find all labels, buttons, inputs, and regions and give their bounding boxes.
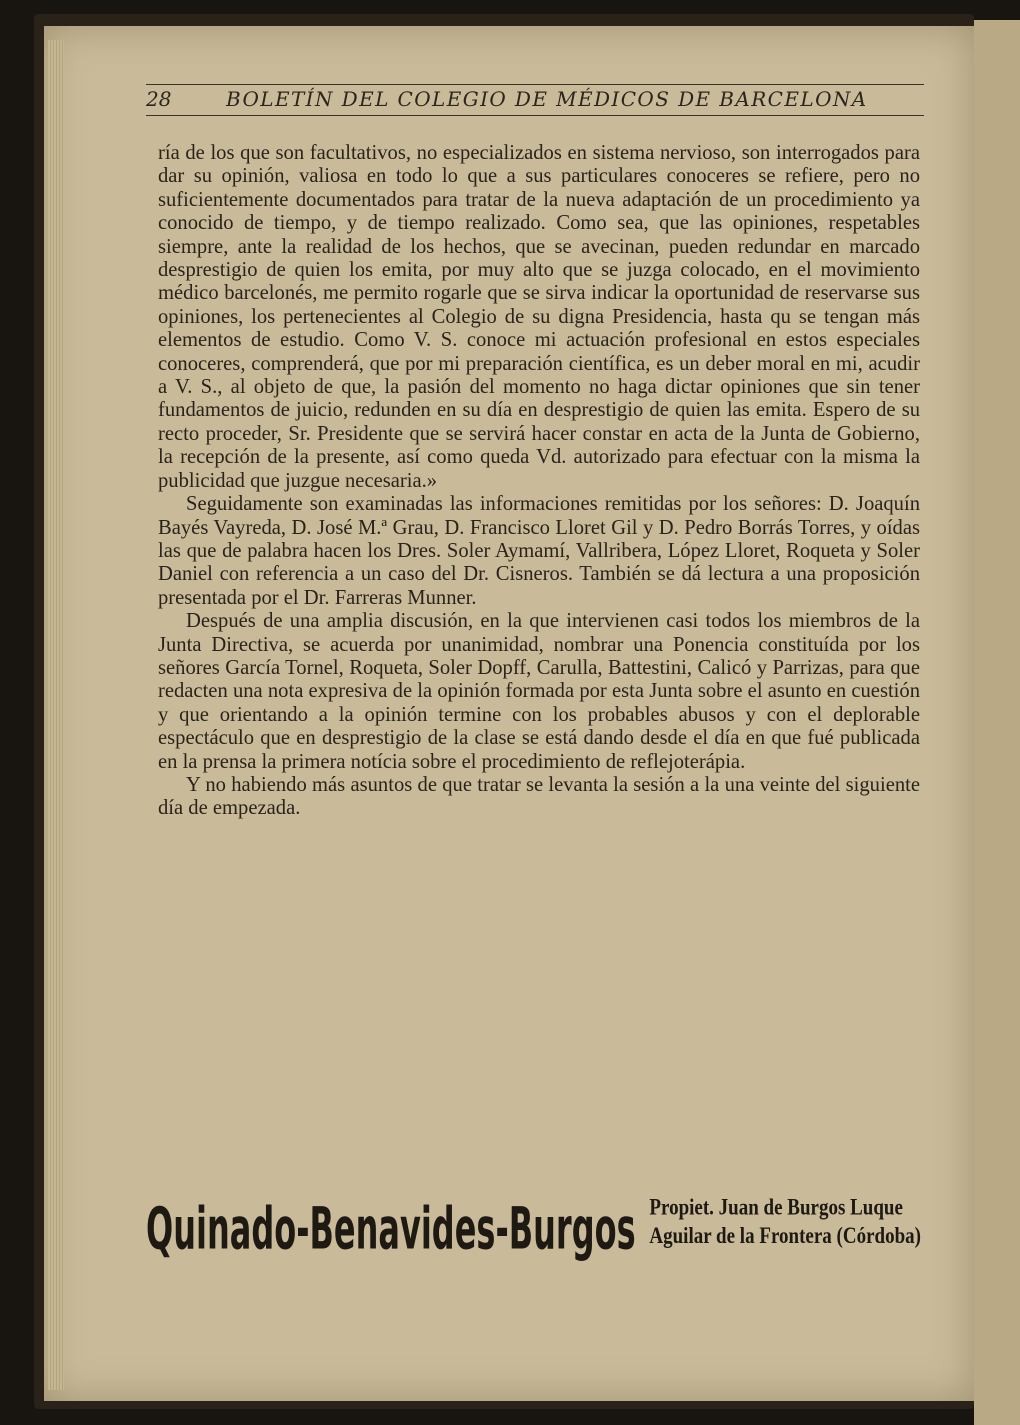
page-number: 28 (146, 87, 172, 111)
advertisement (146, 1186, 921, 1266)
paragraph-informations: Seguidamente son examinadas las informaciones remitidas por los señores: D. Joaquín Bayés Vayreda, D. José M.ª Grau, D. Francisco Lloret Gil y D. Pedro Borrás Torres, y oídas las que de palabra hacen los Dres. Soler Aymamí, Vallribera, López Lloret, Roqueta y Soler Daniel con referencia a un caso del Dr. Cisneros. También se dá lectura a una proposición presentada por el Dr. Farreras Munner. (158, 493, 920, 609)
ad-address-line: Aguilar de la Frontera (Córdoba) (649, 1224, 921, 1250)
ad-brand-name: Quinado-Benavides-Burgos (146, 1196, 636, 1263)
adjacent-page-edge (974, 20, 1020, 1425)
paragraph-closing: Y no habiendo más asuntos de que tratar se levanta la sesión a la una veinte del siguiente día de empezada. (158, 773, 920, 820)
page-stack-edge (48, 40, 64, 1390)
paragraph-discussion: Después de una amplia discusión, en la que intervienen casi todos los miembros de la Junta Directiva, se acuerda por unanimidad, nombrar una Ponencia constituída por los señores García Tornel, Roqueta, Soler Dopff, Carulla, Battestini, Calicó y Parrizas, para que redacten una nota expresiva de la opinión formada por esta Junta sobre el asunto en cuestión y que orientando a la opinión termine con los probables abusos y con el deplorable espectáculo que en desprestigio de la clase se está dando desde el día en que fué publicada en la prensa la primera notícia sobre el procedimiento de reflejoterápia. (158, 610, 920, 773)
ad-owner-line: Propiet. Juan de Burgos Luque (649, 1195, 903, 1221)
article-body (158, 142, 920, 821)
journal-title: BOLETÍN DEL COLEGIO DE MÉDICOS DE BARCELONA (226, 87, 868, 111)
paragraph-letter-continuation: ría de los que son facultativos, no especializados en sistema nervioso, son interrogados para dar su opinión, valiosa en todo lo que a sus particulares conoceres se refiere, pero no suficientemente documentados para tratar de la nueva adaptación de un procedimiento ya conocido de tiempo, y de tiempo realizado. Como sea, que las opiniones, respetables siempre, ante la realidad de los hechos, que se avecinan, pueden redundar en marcado desprestigio de quien los emita, por muy alto que se juzga colocado, en el movimiento médico barcelonés, me permito rogarle que se sirva indicar la oportunidad de reservarse sus opiniones, los pertenecientes al Colegio de su digna Presidencia, hasta qu se tengan más elementos de estudio. Como V. S. conoce mi actuación profesional en estos especiales conoceres, comprenderá, que por mi preparación científica, es un deber moral en mi, acudir a V. S., al objeto de que, la pasión del momento no haga dictar opiniones que sin tener fundamentos de juicio, redunden en su día en desprestigio de quien las emita. Espero de su recto proceder, Sr. Presidente que se servirá hacer constar en acta de la Junta de Gobierno, la recepción de la presente, así como queda Vd. autorizado para efectuar con la misma la publicidad que juzgue necesaria.» (158, 142, 920, 492)
ad-owner-block (649, 1194, 921, 1252)
running-header (146, 84, 924, 116)
